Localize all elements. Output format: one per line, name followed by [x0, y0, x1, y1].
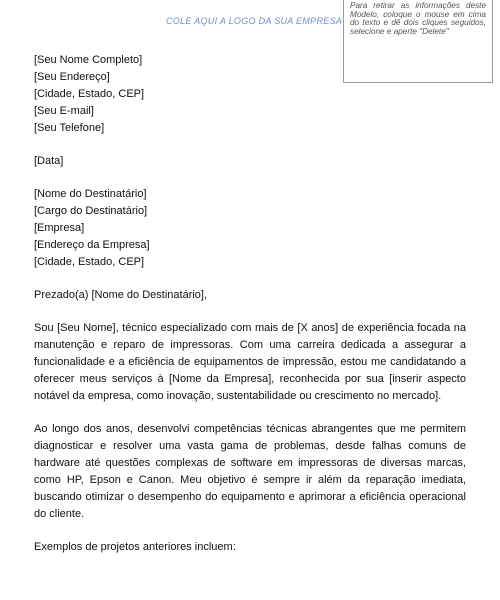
logo-placeholder: COLE AQUI A LOGO DA SUA EMPRESA: [166, 16, 343, 26]
salutation: Prezado(a) [Nome do Destinatário],: [34, 289, 208, 301]
recipient-company: [Empresa]: [34, 222, 85, 234]
sender-phone: [Seu Telefone]: [34, 122, 105, 134]
recipient-company-address: [Endereço da Empresa]: [34, 239, 150, 251]
letter-body: [34, 52, 466, 556]
sender-city: [Cidade, Estado, CEP]: [34, 88, 145, 100]
date-block: [34, 153, 466, 170]
recipient-block: [34, 186, 466, 271]
recipient-title: [Cargo do Destinatário]: [34, 205, 148, 217]
paragraph-experience: Ao longo dos anos, desenvolvi competências técnicas abrangentes que me permitem diagnosticar e resolver uma vasta gama de problemas, desde falhas comuns de hardware até questões complexas de software em impressoras de diversas marcas, como HP, Epson e Canon. Meu objetivo é sempre ir além da reparação imediata, buscando otimizar o desempenho do equipamento e aprimorar a eficiência operacional do cliente.: [34, 423, 466, 520]
sender-email: [Seu E-mail]: [34, 105, 94, 117]
paragraph-intro: Sou [Seu Nome], técnico especializado com mais de [X anos] de experiência focada na manutenção e reparo de impressoras. Com uma carreira dedicada a assegurar a funcionalidade e a eficiência de equipamentos de impressão, estou me candidatando a oferecer meus serviços à [Nome da Empresa], reconhecida por sua [inserir aspecto notável da empresa, como inovação, sustentabilidade ou crescimento no mercado].: [34, 322, 466, 402]
sender-block: [34, 52, 466, 137]
sender-name: [Seu Nome Completo]: [34, 54, 143, 66]
instructions-note: Para retirar as informações deste Modelo, coloque o mouse em cima do texto e dê dois cliques seguidos, selecione e aperte "Delete": [343, 0, 493, 83]
paragraph-projects: Exemplos de projetos anteriores incluem:: [34, 541, 236, 553]
recipient-city: [Cidade, Estado, CEP]: [34, 256, 145, 268]
sender-address: [Seu Endereço]: [34, 71, 110, 83]
recipient-name: [Nome do Destinatário]: [34, 188, 147, 200]
letter-date: [Data]: [34, 155, 64, 167]
